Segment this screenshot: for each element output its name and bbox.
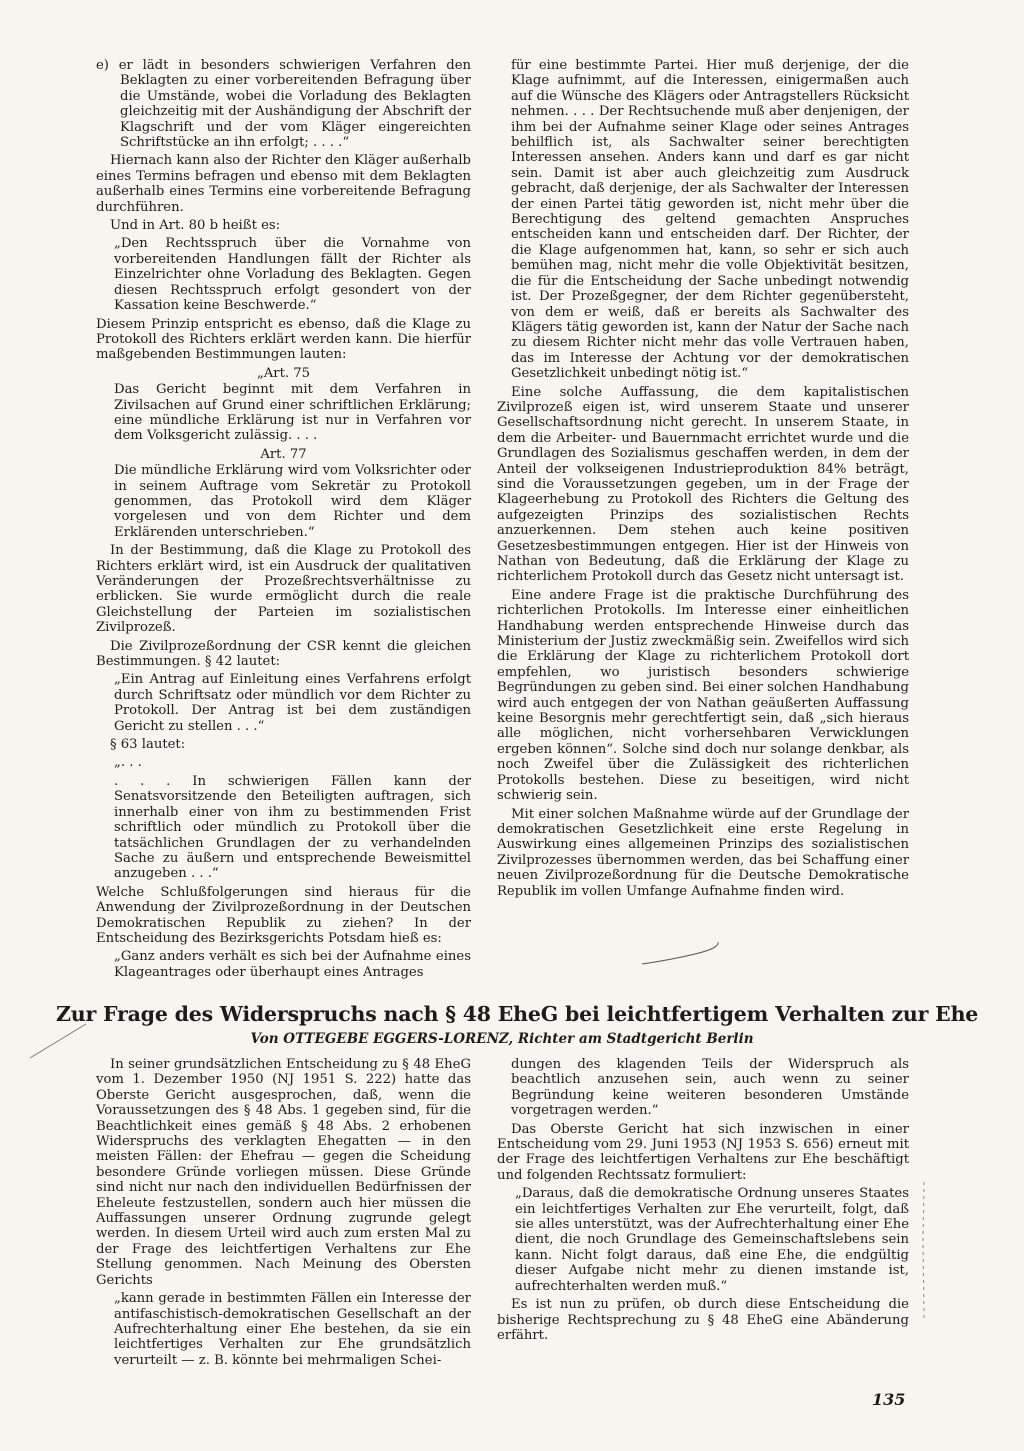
quote-paragraph: „Den Rechtsspruch über die Vornahme von vorbereitenden Handlungen fällt der Richter als Einzelrichter ohne Vorladung des Beklagten. Gegen diesen Rechtsspruch erfolgt gesondert von der Kassation keine Beschwerde.“ [114,236,471,314]
quote-paragraph: „Ganz anders verhält es sich bei der Aufnahme eines Klageantrages oder überhaupt eines Antrages [114,949,471,980]
article-title: Zur Frage des Widerspruchs nach § 48 EheG bei leichtfertigem Verhalten zur Ehe [56,1002,979,1026]
paragraph: Mit einer solchen Maßnahme würde auf der Grundlage der demokratischen Gesetzlichkeit eine erste Regelung in Auswirkung eines allgemeinen Prinzips des sozialistischen Zivilprozesses übernommen werden, das bei Schaffung einer neuen Zivilprozeßordnung für die Deutsche Demokratische Republik im vollen Umfange Aufnahme finden wird. [497,806,909,899]
pencil-mark [640,940,720,970]
paragraph: Welche Schlußfolgerungen sind hieraus für die Anwendung der Zivilprozeßordnung in der Deutschen Demokratischen Republik zu ziehen? In der Entscheidung des Bezirksgerichts Potsdam hieß es: [96,884,471,946]
quote-paragraph: Das Gericht beginnt mit dem Verfahren in Zivilsachen auf Grund einer schriftlichen Erklärung; eine mündliche Erklärung ist nur in Verfahren vor dem Volksgericht zulässig. . . . [114,382,471,444]
quote-paragraph: „Daraus, daß die demokratische Ordnung unseres Staates ein leichtfertiges Verhalten zur Ehe verurteilt, folgt, daß sie alles unterstützt, was der Aufrechterhaltung einer Ehe dient, die noch Grundlage des Gemeinschaftslebens sein kann. Nicht folgt daraus, daß eine Ehe, die endgültig dieser Aufgabe nicht mehr zu dienen imstande ist, aufrechterhalten werden muß.“ [515,1186,909,1294]
pencil-mark [28,1020,88,1060]
quote-paragraph: . . . In schwierigen Fällen kann der Senatsvorsitzende den Beteiligten auftragen, sich innerhalb einer von ihm zu bestimmenden Frist schriftlich oder mündlich zu Protokoll über die tatsächlichen Grundlagen der zu verhandelnden Sache zu äußern und entsprechende Beweismittel anzugeben . . .“ [114,773,471,882]
text-column-right-lower [497,1057,909,1346]
paragraph: Und in Art. 80 b heißt es: [110,218,281,234]
article-byline: Von OTTEGEBE EGGERS-LORENZ, Richter am Stadtgericht Berlin [250,1031,754,1047]
paragraph: Eine solche Auffassung, die dem kapitalistischen Zivilprozeß eigen ist, wird unserem Staate und unserer Gesellschaftsordnung nicht gerecht. In unserem Staate, in dem die Arbeiter- und Bauernmacht errichtet wurde und die Grundlagen des Sozialismus geschaffen werden, in dem der Anteil der volkseigenen Industrieproduktion 84% beträgt, sind die Voraussetzungen gegeben, um in der Frage der Klageerhebung zu Protokoll des Richters die Geltung des aufgezeigten Prinzips des sozialistischen Rechts anzuerkennen. Dem stehen auch keine positiven Gesetzesbestimmungen entgegen. Hier ist der Hinweis von Nathan von Bedeutung, daß die Erklärung der Klage zu richterlichem Protokoll durch das Gesetz nicht untersagt ist. [497,384,909,585]
article-heading: „Art. 75 [256,365,311,381]
quote-paragraph: für eine bestimmte Partei. Hier muß derjenige, der die Klage aufnimmt, auf die Interessen, einigermaßen auch auf die Wünsche des Klägers oder Antragstellers Rücksicht nehmen. . . . Der Rechtsuchende muß aber denjenigen, der ihm bei der Aufnahme seiner Klage oder seines Antrages behilflich ist, als Sachwalter seiner berechtigten Interessen ansehen. Anders kann und darf es gar nicht sein. Damit ist aber auch gleichzeitig zum Ausdruck gebracht, daß derjenige, der als Sachwalter der Interessen der einen Partei tätig geworden ist, nicht mehr über die Berechtigung des geltend gemachten Anspruches entscheiden kann und entscheiden darf. Der Richter, der die Klage aufgenommen hat, kann, so sehr er sich auch bemühen mag, nicht mehr die volle Objektivität besitzen, die für die Entscheidung der Sache unbedingt notwendig ist. Der Prozeßgegner, der dem Richter gegenübersteht, von dem er weiß, daß er bereits als Sachwalter des Klägers tätig geworden ist, kann der Natur der Sache nach zu diesem Richter nicht mehr das volle Vertrauen haben, das im Interesse der Achtung vor der demokratischen Gesetzlichkeit unbedingt nötig ist.“ [511,58,909,382]
paragraph: Die Zivilprozeßordnung der CSR kennt die gleichen Bestimmungen. § 42 lautet: [96,638,471,670]
paragraph: § 63 lautet: [110,737,186,753]
paragraph: Hiernach kann also der Richter den Kläger außerhalb eines Termins befragen und ebenso mit dem Beklagten außerhalb eines Termins eine vorbereitende Befragung durchführen. [96,153,471,215]
pencil-mark [918,1180,930,1320]
quote-paragraph: Die mündliche Erklärung wird vom Volksrichter oder in seinem Auftrage vom Sekretär zu Protokoll genommen, das Protokoll wird dem Kläger vorgelesen und von dem Richter und dem Erklärenden unterschrieben.“ [114,463,471,540]
paragraph: In seiner grundsätzlichen Entscheidung zu § 48 EheG vom 1. Dezember 1950 (NJ 1951 S. 222) hatte das Oberste Gericht ausgesprochen, daß, wenn die Voraussetzungen des § 48 Abs. 1 gegeben sind, für die Beachtlichkeit eines gemäß § 48 Abs. 2 erhobenen Widerspruchs des verklagten Ehegatten — in den meisten Fällen: der Ehefrau — gegen die Scheidung besondere Gründe vorliegen müssen. Diese Gründe sind nicht nur nach den individuellen Bedürfnissen der Eheleute festzustellen, sondern auch hier müssen die Auffassungen unserer Ordnung zugrunde gelegt werden. In diesem Urteil wird auch zum ersten Mal zu der Frage des leichtfertigen Verhaltens zur Ehe Stellung genommen. Nach Meinung des Obersten Gerichts [96,1057,471,1288]
paragraph: In der Bestimmung, daß die Klage zu Protokoll des Richters erklärt wird, ist ein Ausdruck der qualitativen Veränderungen der Prozeßrechtsverhältnisse zu erblicken. Sie wurde ermöglicht durch die reale Gleichstellung der Parteien im sozialistischen Zivilprozeß. [96,543,471,636]
text-column-right-upper [497,58,909,902]
paragraph: e) er lädt in besonders schwierigen Verfahren den Beklagten zu einer vorbereitenden Befragung über die Umstände, wobei die Vorladung des Beklagten gleichzeitig mit der Aushändigung der Abschrift der Klagschrift und der vom Kläger eingereichten Schriftstücke an ihn erfolgt; . . . .“ [96,58,471,151]
quote-paragraph: „Ein Antrag auf Einleitung eines Verfahrens erfolgt durch Schriftsatz oder mündlich vor dem Richter zu Protokoll. Der Antrag ist bei dem zuständigen Gericht zu stellen . . .“ [114,672,471,734]
text-column-left-upper [96,58,471,983]
paragraph: Eine andere Frage ist die praktische Durchführung des richterlichen Protokolls. Im Interesse einer einheitlichen Handhabung werden entsprechende Hinweise durch das Ministerium der Justiz zweckmäßig sein. Zweifellos wird sich die Erklärung der Klage zu richterlichem Protokoll dort empfehlen, wo juristisch besonders schwierige Begründungen zu geben sind. Bei einer solchen Handhabung wird auch entgegen der von Nathan geäußerten Auffassung keine Besorgnis mehr gerechtfertigt sein, daß „sich hieraus alle möglichen, nicht vorhersehbaren Verwicklungen ergeben können“. Solche sind doch nur solange denkbar, als noch Zweifel über die Zulässigkeit des richterlichen Protokolls bestehen. Diese zu beseitigen, wird nicht schwierig sein. [497,587,909,804]
article-heading: Art. 77 [260,446,307,462]
quote-paragraph: „kann gerade in bestimmten Fällen ein Interesse der antifaschistisch-demokratischen Gesellschaft an der Aufrechterhaltung einer Ehe bestehen, da sie ein leichtfertiges Verhalten zur Ehe grundsätzlich verurteilt — z. B. könnte bei mehrmaligen Schei- [114,1291,471,1368]
quote-paragraph: dungen des klagenden Teils der Widerspruch als beachtlich anzusehen sein, auch wenn zu seiner Begründung keine weiteren besonderen Umstände vorgetragen werden.“ [511,1057,909,1119]
text-column-left-lower [96,1057,471,1371]
paragraph: Es ist nun zu prüfen, ob durch diese Entscheidung die bisherige Rechtsprechung zu § 48 EheG eine Abänderung erfährt. [497,1297,909,1343]
page-number: 135 [872,1390,906,1409]
paragraph: Diesem Prinzip entspricht es ebenso, daß die Klage zu Protokoll des Richters erklärt werden kann. Die hierfür maßgebenden Bestimmungen lauten: [96,316,471,363]
paragraph: Das Oberste Gericht hat sich inzwischen in einer Entscheidung vom 29. Juni 1953 (NJ 1953 S. 656) erneut mit der Frage des leichtfertigen Verhaltens zur Ehe beschäftigt und folgenden Rechtssatz formuliert: [497,1121,909,1183]
quote-paragraph: „. . . [114,755,142,771]
